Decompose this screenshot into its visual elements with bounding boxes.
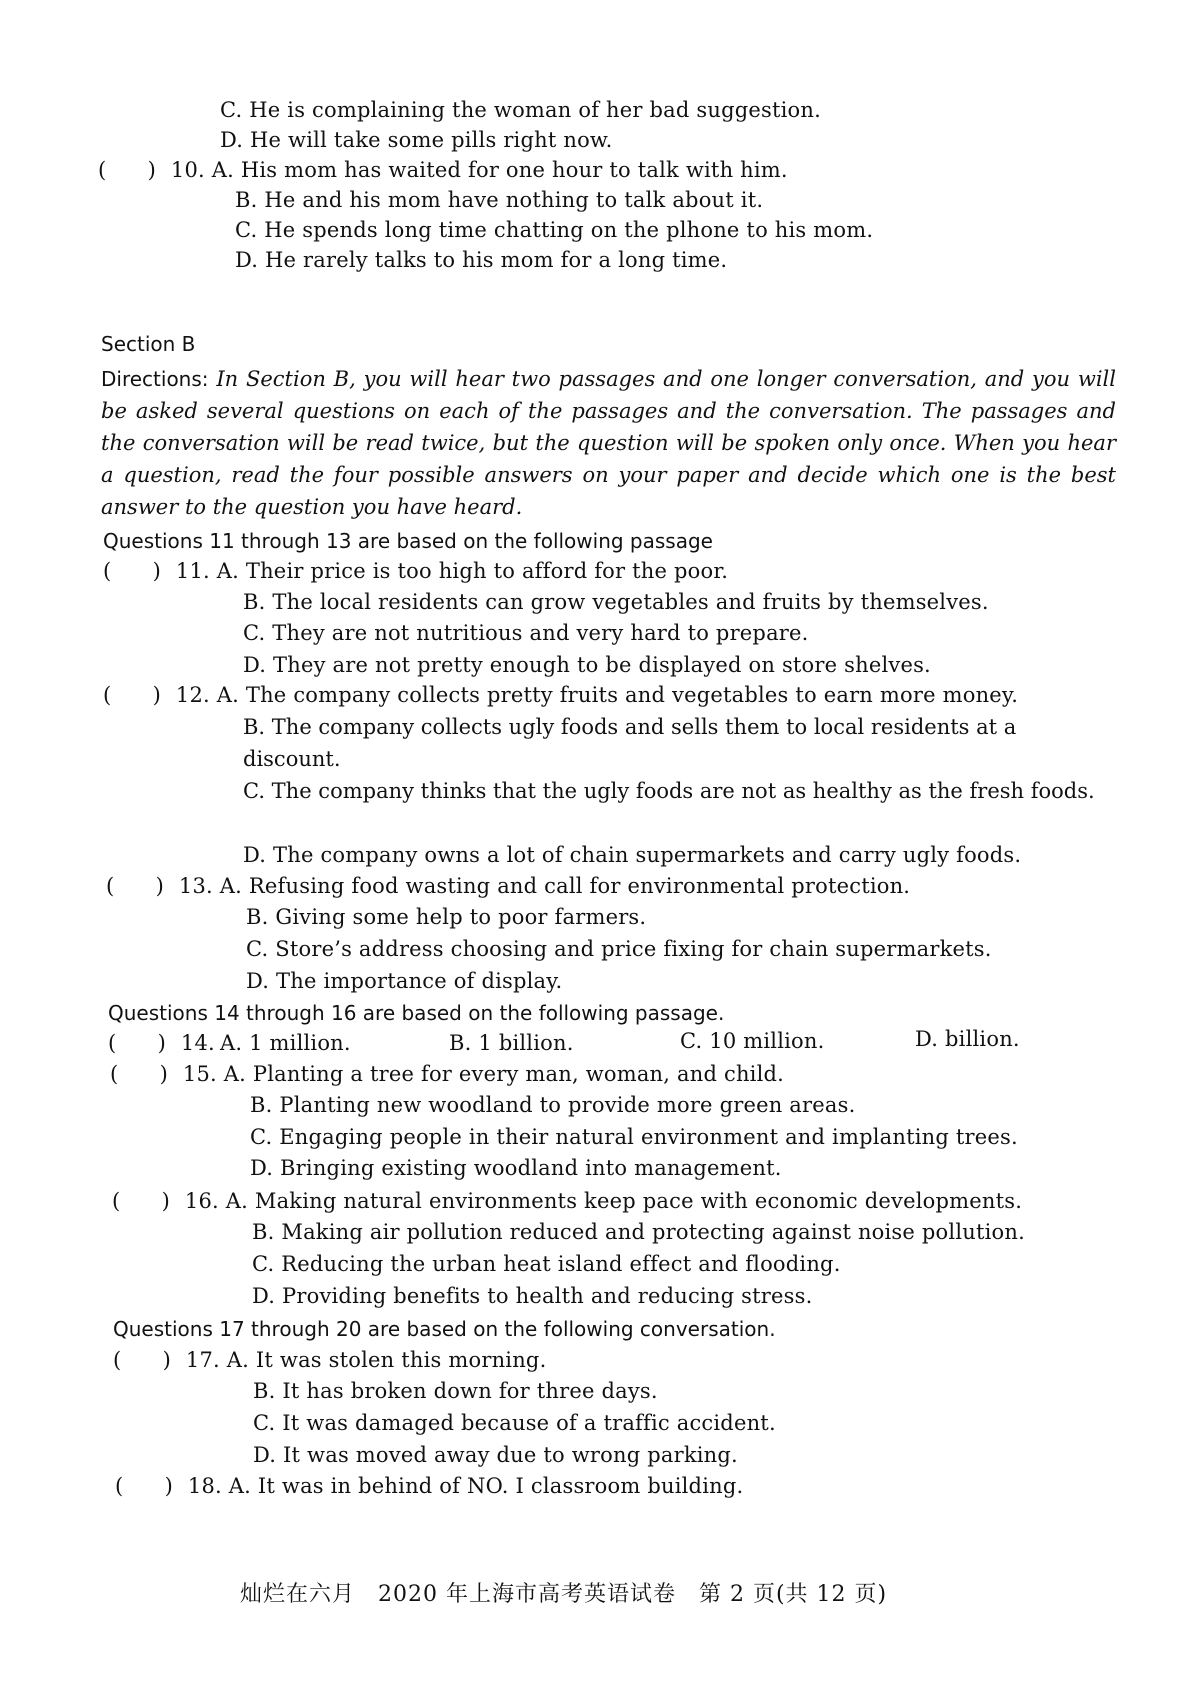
option-14c: C. 10 million. — [680, 1029, 825, 1053]
option-14b: B. 1 billion. — [449, 1031, 574, 1055]
directions-label: Directions: — [101, 367, 209, 391]
option-11d: D. They are not pretty enough to be displayed on store shelves. — [243, 653, 931, 677]
question-18 — [115, 1473, 743, 1499]
option-15c: C. Engaging people in their natural environment and implanting trees. — [250, 1125, 1018, 1149]
option-17c: C. It was damaged because of a traffic accident. — [253, 1411, 776, 1435]
option-11a: 11. A. Their price is too high to afford for the poor. — [175, 559, 729, 583]
option-9d: D. He will take some pills right now. — [220, 128, 613, 152]
question-16 — [112, 1188, 1022, 1214]
option-18a: 18. A. It was in behind of NO. I classroom building. — [187, 1474, 744, 1498]
answer-blank[interactable]: ( ) — [110, 1062, 169, 1086]
option-16d: D. Providing benefits to health and reducing stress. — [252, 1284, 813, 1308]
section-title: Section B — [101, 332, 196, 356]
option-16b: B. Making air pollution reduced and protecting against noise pollution. — [252, 1220, 1025, 1244]
option-12a: 12. A. The company collects pretty fruits and vegetables to earn more money. — [175, 683, 1019, 707]
answer-blank[interactable]: ( ) — [115, 1474, 174, 1498]
answer-blank[interactable]: ( ) — [108, 1031, 167, 1055]
option-17d: D. It was moved away due to wrong parking. — [253, 1443, 738, 1467]
option-13d: D. The importance of display. — [246, 969, 563, 993]
option-17b: B. It has broken down for three days. — [253, 1379, 658, 1403]
option-15b: B. Planting new woodland to provide more green areas. — [250, 1093, 856, 1117]
option-10c: C. He spends long time chatting on the plhone to his mom. — [235, 218, 874, 242]
question-11 — [103, 558, 728, 584]
option-15d: D. Bringing existing woodland into management. — [250, 1156, 782, 1180]
directions-text: In Section B, you will hear two passages and one longer conversation, and you will be asked several questions on each of the passages and the conversation. The passages and the conversation will be read twice, but the question will be spoken only once. When you hear a question, read the four possible answers on your paper and decide which one is the best answer to the question you have heard. — [101, 367, 1116, 519]
option-15a: 15. A. Planting a tree for every man, woman, and child. — [182, 1062, 785, 1086]
question-14 — [108, 1030, 215, 1056]
option-12d: D. The company owns a lot of chain supermarkets and carry ugly foods. — [243, 843, 1022, 867]
option-14d: D. billion. — [915, 1027, 1020, 1051]
option-14a: A. 1 million. — [220, 1031, 351, 1055]
option-13b: B. Giving some help to poor farmers. — [246, 905, 647, 929]
option-10d: D. He rarely talks to his mom for a long time. — [235, 248, 728, 272]
question-12 — [103, 682, 1018, 708]
option-9c: C. He is complaining the woman of her bad suggestion. — [220, 98, 821, 122]
answer-blank[interactable]: ( ) — [103, 559, 162, 583]
option-12c: C. The company thinks that the ugly foods are not as healthy as the fresh foods. — [243, 779, 1095, 803]
question-10 — [98, 157, 788, 183]
question-17 — [113, 1347, 546, 1373]
answer-blank[interactable]: ( ) — [113, 1348, 172, 1372]
answer-blank[interactable]: ( ) — [112, 1189, 171, 1213]
option-11b: B. The local residents can grow vegetables and fruits by themselves. — [243, 590, 989, 614]
answer-blank[interactable]: ( ) — [106, 874, 165, 898]
group-heading-3: Questions 17 through 20 are based on the following conversation. — [113, 1317, 776, 1341]
option-11c: C. They are not nutritious and very hard to prepare. — [243, 621, 809, 645]
option-10a: 10. A. His mom has waited for one hour to talk with him. — [170, 158, 788, 182]
answer-blank[interactable]: ( ) — [103, 683, 162, 707]
question-15 — [110, 1061, 784, 1087]
option-12b: B. The company collects ugly foods and sells them to local residents at a discount. — [243, 715, 1017, 771]
option-13c: C. Store’s address choosing and price fixing for chain supermarkets. — [246, 937, 992, 961]
question-number-14: 14. — [180, 1031, 215, 1055]
directions — [101, 363, 1116, 523]
option-10b: B. He and his mom have nothing to talk about it. — [235, 188, 764, 212]
option-13a: 13. A. Refusing food wasting and call for environmental protection. — [178, 874, 911, 898]
group-heading-2: Questions 14 through 16 are based on the following passage. — [108, 1001, 725, 1025]
answer-blank[interactable]: ( ) — [98, 158, 157, 182]
page-footer: 灿烂在六月 2020 年上海市高考英语试卷 第 2 页(共 12 页) — [240, 1582, 888, 1607]
option-16c: C. Reducing the urban heat island effect and flooding. — [252, 1252, 841, 1276]
option-17a: 17. A. It was stolen this morning. — [185, 1348, 547, 1372]
option-16a: 16. A. Making natural environments keep pace with economic developments. — [184, 1189, 1023, 1213]
question-13 — [106, 873, 910, 899]
group-heading-1: Questions 11 through 13 are based on the following passage — [103, 529, 713, 553]
